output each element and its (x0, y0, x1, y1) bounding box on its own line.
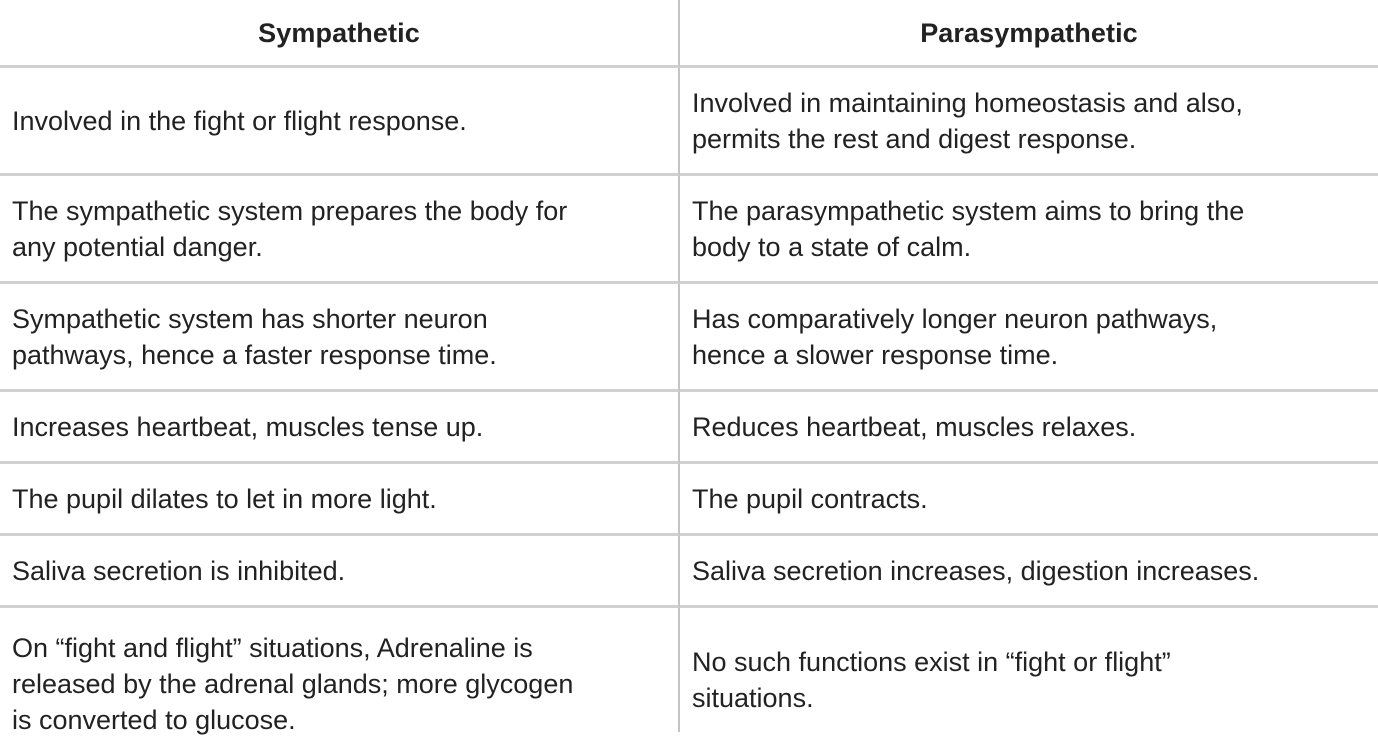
table-cell-parasympathetic (680, 176, 1378, 284)
header-parasympathetic (680, 0, 1378, 68)
cell-text: Saliva secretion is inhibited. (12, 555, 346, 586)
cell-text: Saliva secretion increases, digestion increases. (692, 555, 1260, 586)
cell-text: Involved in maintaining homeostasis and also, permits the rest and digest response. (692, 87, 1243, 154)
cell-text: Involved in the fight or flight response. (12, 105, 467, 136)
cell-text: Has comparatively longer neuron pathways, hence a slower response time. (692, 303, 1218, 370)
cell-text: The pupil dilates to let in more light. (12, 483, 437, 514)
cell-text: The pupil contracts. (692, 483, 928, 514)
table-cell-parasympathetic (680, 464, 1378, 536)
table-cell-parasympathetic (680, 536, 1378, 608)
table-cell-parasympathetic (680, 392, 1378, 464)
table-cell-sympathetic (0, 68, 680, 176)
table-cell-parasympathetic (680, 608, 1378, 732)
cell-text: Increases heartbeat, muscles tense up. (12, 411, 484, 442)
cell-text: On “fight and flight” situations, Adrenaline is released by the adrenal glands; more glycogen is converted to glucose. (12, 633, 574, 735)
header-parasympathetic-label: Parasympathetic (920, 17, 1138, 48)
cell-text: The sympathetic system prepares the body for any potential danger. (12, 195, 568, 262)
table-cell-sympathetic (0, 392, 680, 464)
header-sympathetic-label: Sympathetic (258, 17, 420, 48)
cell-text: The parasympathetic system aims to bring the body to a state of calm. (692, 195, 1245, 262)
table-cell-sympathetic (0, 464, 680, 536)
table-cell-parasympathetic (680, 68, 1378, 176)
table-cell-sympathetic (0, 536, 680, 608)
cell-text: No such functions exist in “fight or flight” situations. (692, 647, 1171, 713)
table-cell-sympathetic (0, 284, 680, 392)
cell-text: Reduces heartbeat, muscles relaxes. (692, 411, 1137, 442)
header-sympathetic (0, 0, 680, 68)
cell-text: Sympathetic system has shorter neuron pathways, hence a faster response time. (12, 303, 497, 370)
table-cell-parasympathetic (680, 284, 1378, 392)
table-cell-sympathetic (0, 608, 680, 735)
table-cell-sympathetic (0, 176, 680, 284)
